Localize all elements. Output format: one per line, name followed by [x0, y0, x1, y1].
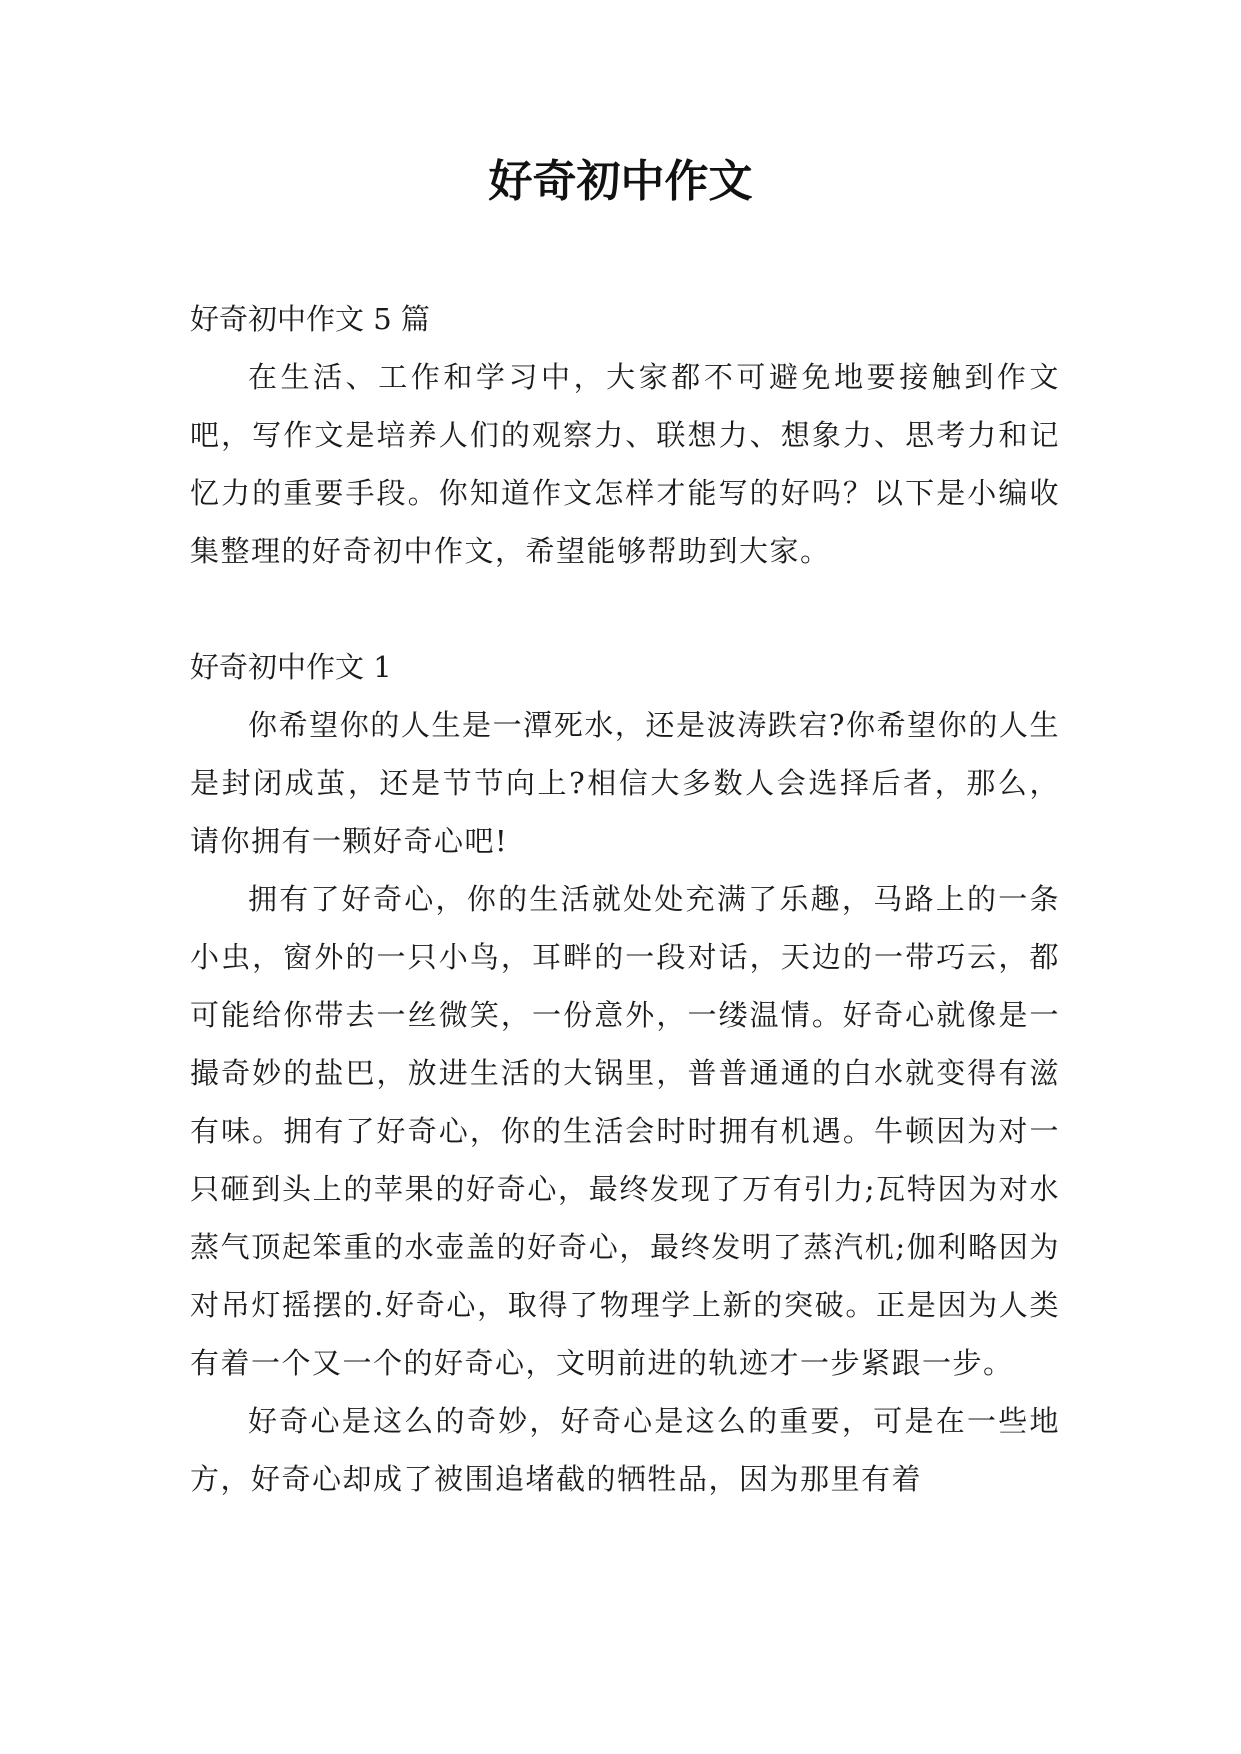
document-title: 好奇初中作文 [488, 156, 753, 207]
essay-1-paragraph-2: 拥有了好奇心，你的生活就处处充满了乐趣，马路上的一条小虫，窗外的一只小鸟，耳畔的一段对话，天边的一带巧云，都可能给你带去一丝微笑，一份意外，一缕温情。好奇心就像是一撮奇妙的盐巴，放进生活的大锅里，普普通通的白水就变得有滋有味。拥有了好奇心，你的生活会时时拥有机遇。牛顿因为对一只砸到头上的苹果的好奇心，最终发现了万有引力;瓦特因为对水蒸气顶起笨重的水壶盖的好奇心，最终发明了蒸汽机;伽利略因为对吊灯摇摆的.好奇心，取得了物理学上新的突破。正是因为人类有着一个又一个的好奇心，文明前进的轨迹才一步紧跟一步。 [190, 882, 1060, 1380]
document-body [190, 290, 1060, 1508]
intro-heading: 好奇初中作文 5 篇 [190, 302, 430, 336]
intro-paragraph: 在生活、工作和学习中，大家都不可避免地要接触到作文吧，写作文是培养人们的观察力、联想力、想象力、思考力和记忆力的重要手段。你知道作文怎样才能写的好吗？以下是小编收集整理的好奇初中作文，希望能够帮助到大家。 [190, 360, 1060, 568]
essay-1-heading: 好奇初中作文 1 [190, 650, 392, 684]
essay-1-paragraph-1: 你希望你的人生是一潭死水，还是波涛跌宕?你希望你的人生是封闭成茧，还是节节向上?相信大多数人会选择后者，那么，请你拥有一颗好奇心吧! [190, 708, 1060, 858]
section-gap [190, 580, 1060, 638]
essay-1-paragraph-3: 好奇心是这么的奇妙，好奇心是这么的重要，可是在一些地方，好奇心却成了被围追堵截的牺牲品，因为那里有着 [190, 1404, 1060, 1496]
